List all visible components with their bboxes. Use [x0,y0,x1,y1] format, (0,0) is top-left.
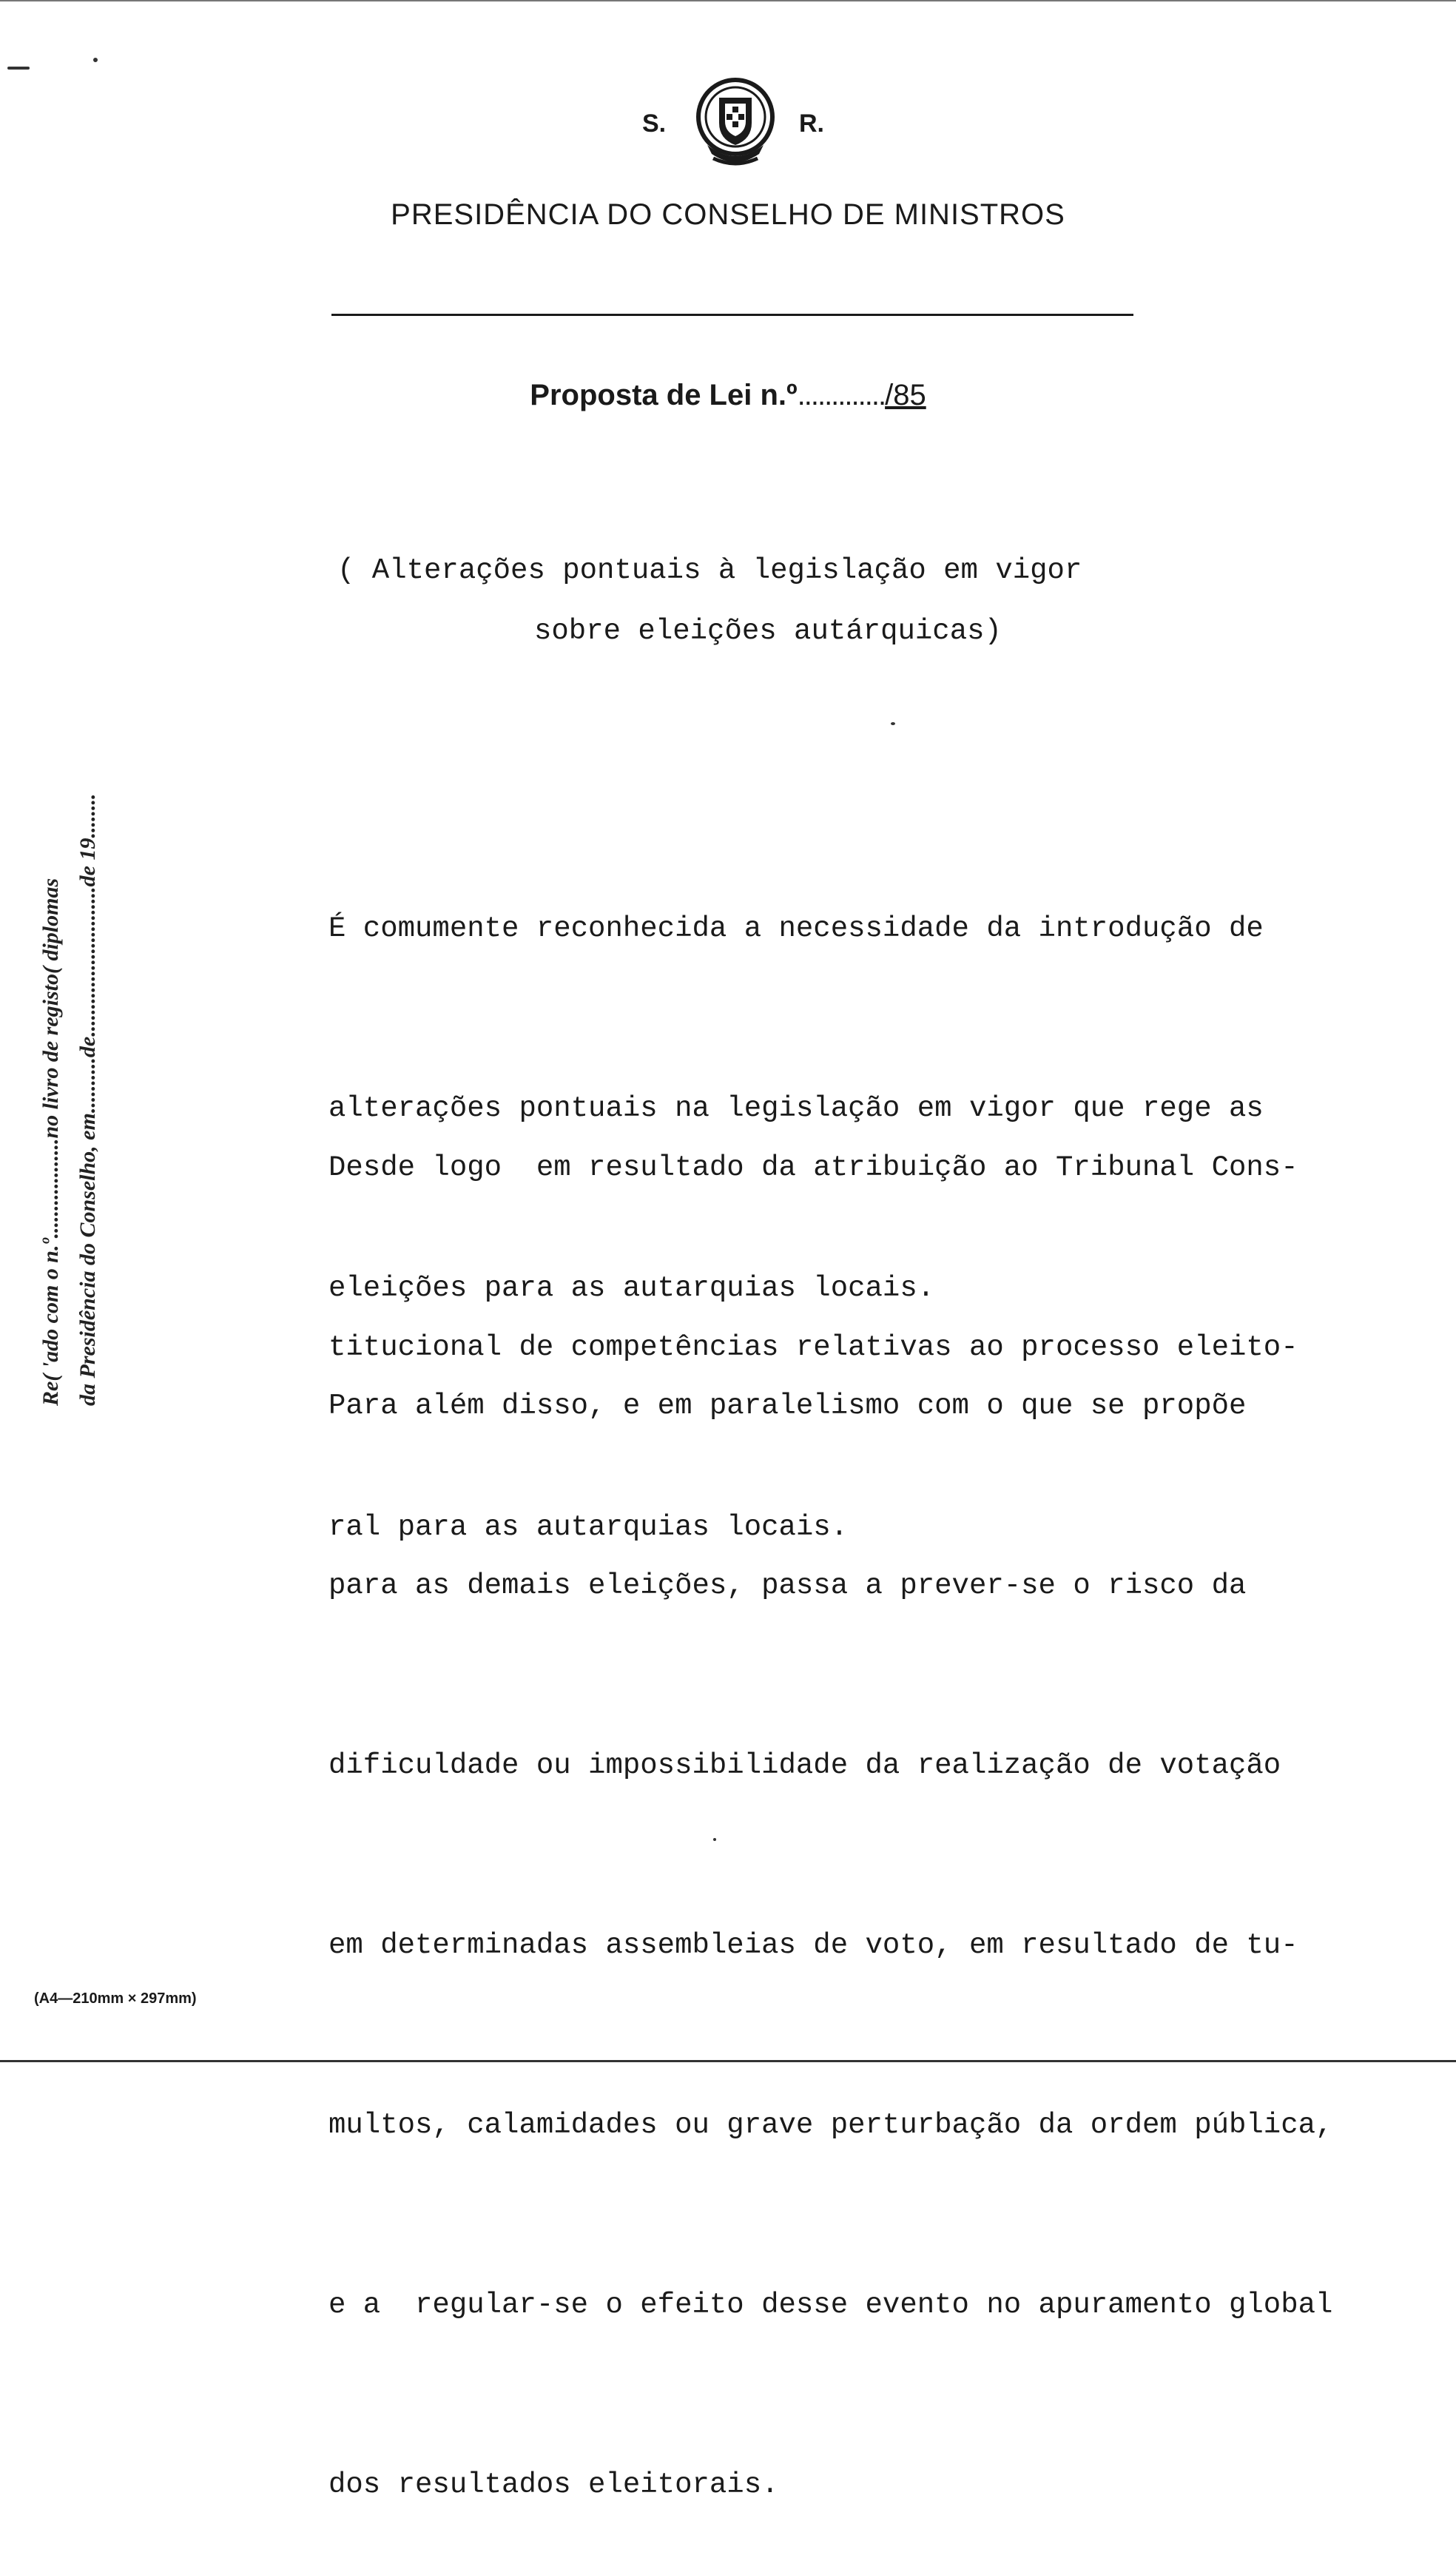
margin-note-line: da Presidência do Conselho, em..........de...........................de 19........ [75,793,100,1406]
scan-mark [7,67,30,70]
scan-mark [713,1838,716,1841]
paper-size-note: (A4—210mm × 297mm) [34,1990,197,2007]
page-top-edge [0,0,1456,1]
header-left-letter: S. [642,110,667,138]
scan-mark [93,58,98,62]
paragraph-line: Desde logo em resultado da atribuição ao Tribunal Cons- [328,1151,1298,1184]
margin-note-line: Re( 'ado com o n.º..................no livro de registo( diplomas [38,878,63,1406]
registration-margin-note [33,592,121,1406]
paragraph-line: e a regular-se o efeito desse evento no apuramento global [328,2289,1333,2321]
subject-line: ( Alterações pontuais à legislação em vigor [337,554,1082,587]
header-divider [331,314,1133,316]
institution-title: PRESIDÊNCIA DO CONSELHO DE MINISTROS [391,198,1065,231]
paragraph-line: Para além disso, e em paralelismo com o que se propõe [328,1390,1247,1422]
proposal-dots: ............. [797,379,886,411]
proposal-title [0,379,1456,412]
paragraph-line: em determinadas assembleias de voto, em resultado de tu- [328,1929,1298,1962]
paragraph-line: multos, calamidades ou grave perturbação da ordem pública, [328,2109,1333,2141]
proposal-number: /85 [885,379,926,411]
paragraph-line: eleições para as autarquias locais. [328,1272,935,1305]
coat-of-arms-emblem [691,71,780,175]
scan-mark [891,722,895,725]
paragraph-line: titucional de competências relativas ao processo eleito- [328,1331,1298,1364]
proposal-subject [337,540,1373,662]
paragraph-line: É comumente reconhecida a necessidade da introdução de [328,912,1264,945]
paragraph-line: dos resultados eleitorais. [328,2468,779,2501]
proposal-label: Proposta de Lei n.º [530,379,798,411]
paragraph-line: para as demais eleições, passa a prever-se o risco da [328,1569,1247,1602]
paragraph-line: ral para as autarquias locais. [328,1511,849,1544]
paragraph-3 [328,1256,1379,2575]
subject-line: sobre eleições autárquicas) [534,615,1002,647]
page-bottom-edge [0,2060,1456,2062]
header-right-letter: R. [799,110,824,138]
paragraph-line: alterações pontuais na legislação em vigor que rege as [328,1092,1264,1125]
paragraph-line: dificuldade ou impossibilidade da realização de votação [328,1749,1281,1782]
